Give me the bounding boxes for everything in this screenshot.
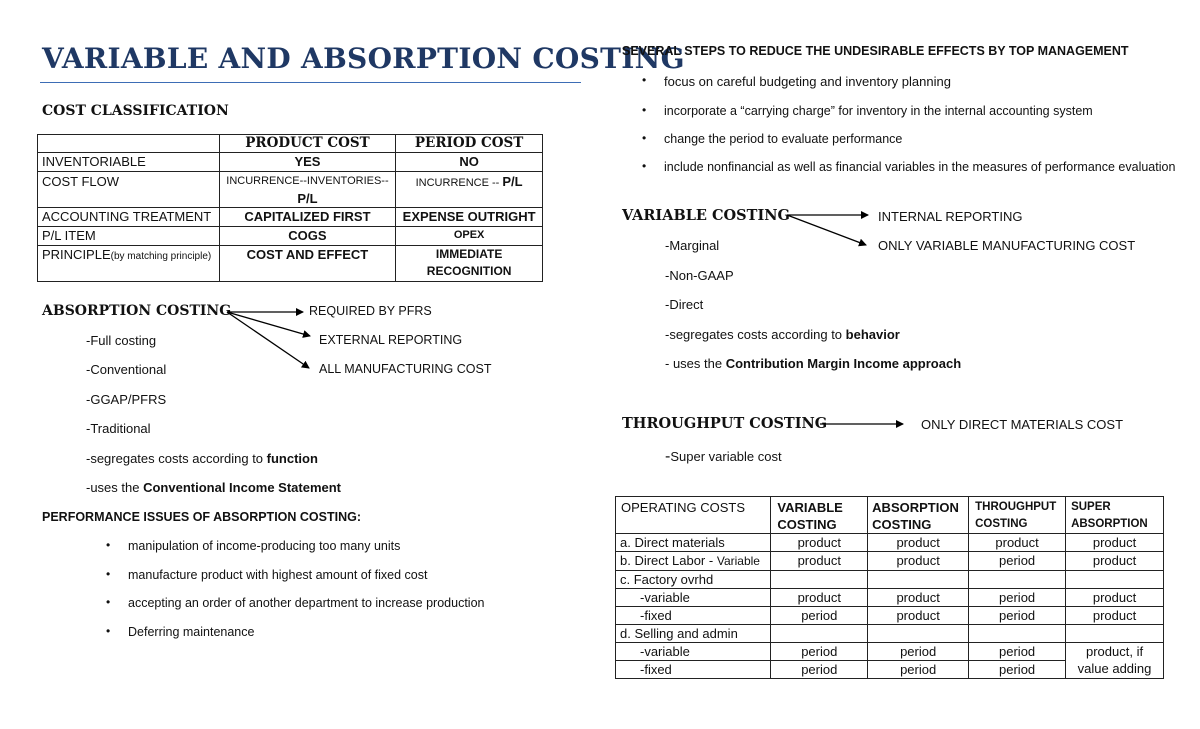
bullet-icon: • (106, 538, 111, 552)
cell-line: P/L (297, 191, 318, 206)
text-bold: behavior (845, 327, 900, 342)
column-header: PRODUCT COST (219, 135, 396, 153)
table-cell: OPEX (396, 227, 543, 246)
table-cell: product (868, 552, 969, 571)
header-line: VARIABLE (777, 500, 843, 515)
row-label: ACCOUNTING TREATMENT (38, 208, 220, 227)
table-cell: product (1066, 589, 1164, 607)
arrow-to-all-manufacturing (227, 312, 309, 368)
table-cell: period (969, 661, 1066, 679)
row-label: COST FLOW (38, 172, 220, 208)
table-cell: COST AND EFFECT (219, 246, 396, 282)
table-cell: product (868, 607, 969, 625)
bullet-icon: • (106, 624, 111, 638)
cell-line: product, if (1085, 644, 1144, 659)
header-line: COSTING (777, 517, 837, 532)
performance-issues-heading: PERFORMANCE ISSUES OF ABSORPTION COSTING: (42, 510, 362, 524)
arrow-to-only-variable (787, 215, 866, 245)
absorption-costing-heading: ABSORPTION COSTING (42, 303, 232, 319)
throughput-costing-heading: THROUGHPUT COSTING (622, 415, 828, 432)
absorption-target: EXTERNAL REPORTING (319, 333, 463, 347)
list-item-text: manipulation of income-producing too many units (128, 539, 401, 553)
absorption-item: -Traditional (86, 421, 151, 436)
throughput-target: ONLY DIRECT MATERIALS COST (921, 417, 1124, 432)
table-cell: NO (396, 153, 543, 172)
table-cell: period (969, 607, 1066, 625)
table-cell: period (868, 643, 969, 661)
table-cell: period (969, 552, 1066, 571)
text-part: Super variable cost (670, 449, 782, 464)
text-part: -uses the (86, 480, 144, 495)
variable-target: INTERNAL REPORTING (878, 209, 1023, 224)
variable-target: ONLY VARIABLE MANUFACTURING COST (878, 238, 1136, 253)
variable-costing-heading: VARIABLE COSTING (622, 207, 790, 224)
cell-line: RECOGNITION (426, 264, 512, 278)
absorption-item: -Full costing (86, 333, 157, 348)
list-item-text: manufacture product with highest amount of fixed cost (128, 568, 428, 582)
cell-text: INCURRENCE -- (415, 177, 503, 189)
dash: - (665, 448, 671, 465)
text-part: -segregates costs according to (665, 327, 846, 342)
cell-line: IMMEDIATE (435, 247, 503, 261)
table-cell: product (771, 552, 868, 571)
header-line: COSTING (975, 518, 1028, 530)
row-label: -variable (616, 643, 771, 661)
table-cell: product (1066, 552, 1164, 571)
variable-item: -Direct (665, 297, 704, 312)
table-cell: period (771, 607, 868, 625)
text-bold: function (266, 451, 318, 466)
list-item-text: Deferring maintenance (128, 625, 255, 639)
table-cell: product (969, 534, 1066, 552)
row-label: d. Selling and admin (616, 625, 771, 643)
bullet-icon: • (642, 131, 647, 145)
absorption-item: -GGAP/PFRS (86, 392, 167, 407)
page-title: VARIABLE AND ABSORPTION COSTING (42, 42, 685, 75)
text-bold: Conventional Income Statement (143, 480, 342, 495)
table-cell: YES (219, 153, 396, 172)
table-cell: product (771, 534, 868, 552)
table-cell: CAPITALIZED FIRST (219, 208, 396, 227)
text-part: - uses the (665, 356, 726, 371)
table-cell: product (1066, 534, 1164, 552)
table-cell: period (771, 661, 868, 679)
cost-classification-heading: COST CLASSIFICATION (42, 103, 229, 119)
table-cell: period (771, 643, 868, 661)
bullet-icon: • (642, 73, 647, 87)
column-header: PERIOD COST (396, 135, 543, 153)
bullet-icon: • (642, 159, 647, 173)
table-cell: period (868, 661, 969, 679)
bullet-icon: • (106, 567, 111, 581)
header-line: COSTING (872, 517, 932, 532)
table-cell: product (771, 589, 868, 607)
header-line: SUPER (1071, 501, 1111, 513)
row-label: a. Direct materials (616, 534, 771, 552)
cell-line: INCURRENCE--INVENTORIES-- (226, 175, 389, 187)
row-label-main: PRINCIPLE (42, 247, 111, 262)
list-item-text: accepting an order of another department to increase production (128, 596, 485, 610)
absorption-arrows (227, 312, 310, 368)
steps-heading: SEVERAL STEPS TO REDUCE THE UNDESIRABLE EFFECTS BY TOP MANAGEMENT (622, 44, 1129, 58)
variable-item: -Marginal (665, 238, 720, 253)
variable-item: -Non-GAAP (665, 268, 734, 283)
list-item-text: include nonfinancial as well as financial variables in the measures of performance evaluation (664, 160, 1176, 174)
cell-line: value adding (1077, 661, 1152, 676)
table-cell: period (969, 589, 1066, 607)
table-cell: product (868, 534, 969, 552)
row-label: c. Factory ovrhd (616, 571, 771, 589)
text-bold: Contribution Margin Income approach (725, 356, 962, 371)
absorption-target: REQUIRED BY PFRS (309, 304, 432, 318)
absorption-item: -Conventional (86, 362, 167, 377)
variable-arrows (787, 215, 868, 245)
text-part: -segregates costs according to (86, 451, 267, 466)
cell-text: P/L (502, 174, 523, 189)
table-cell: COGS (219, 227, 396, 246)
row-label: -fixed (616, 661, 771, 679)
arrow-to-external (227, 312, 310, 336)
table-cell: product (868, 589, 969, 607)
table-cell: period (969, 643, 1066, 661)
bullet-icon: • (106, 595, 111, 609)
row-label: INVENTORIABLE (38, 153, 220, 172)
list-item-text: focus on careful budgeting and inventory planning (664, 74, 951, 89)
table-cell: EXPENSE OUTRIGHT (396, 208, 543, 227)
column-header: OPERATING COSTS (616, 497, 771, 534)
bullet-icon: • (642, 103, 647, 117)
header-line: ABSORPTION (872, 500, 959, 515)
row-label: -variable (616, 589, 771, 607)
row-label: -fixed (616, 607, 771, 625)
table-cell: product (1066, 607, 1164, 625)
row-label-note: Variable (716, 554, 760, 568)
row-label-note: (by matching principle) (110, 251, 212, 262)
header-line: THROUGHPUT (975, 501, 1057, 513)
list-item-text: change the period to evaluate performance (664, 132, 903, 146)
row-label-main: b. Direct Labor - (620, 553, 717, 568)
list-item-text: incorporate a “carrying charge” for inventory in the internal accounting system (664, 104, 1093, 118)
header-line: ABSORPTION (1071, 518, 1148, 530)
absorption-target: ALL MANUFACTURING COST (319, 362, 492, 376)
row-label: P/L ITEM (38, 227, 220, 246)
